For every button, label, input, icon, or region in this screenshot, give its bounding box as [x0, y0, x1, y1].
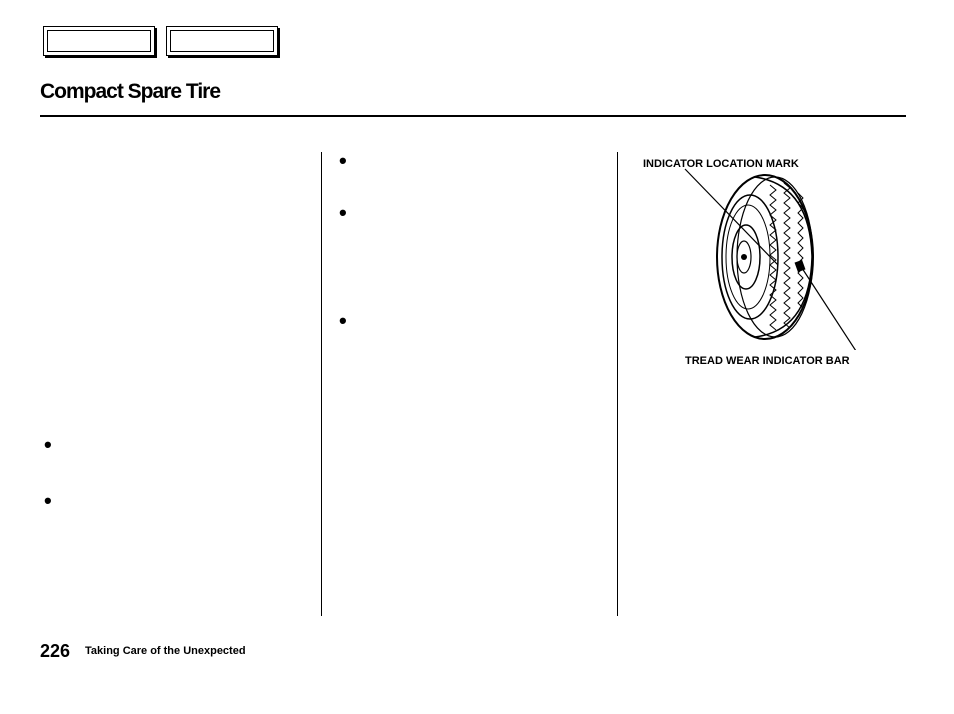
- nav-button-inner-frame: [170, 30, 274, 52]
- page-title: Compact Spare Tire: [40, 80, 221, 103]
- bullet-marker: •: [339, 308, 347, 333]
- bullet-marker: •: [44, 488, 52, 513]
- bullet-marker: •: [339, 148, 347, 173]
- column-divider-left: [321, 152, 322, 616]
- bullet-marker: •: [44, 432, 52, 457]
- spare-tire-illustration: [660, 165, 860, 350]
- page-number: 226: [40, 641, 71, 661]
- section-name: Taking Care of the Unexpected: [85, 645, 246, 657]
- nav-previous-button[interactable]: [43, 26, 155, 56]
- callout-line-bottom: [800, 265, 856, 350]
- title-divider: [40, 115, 906, 117]
- bullet-marker: •: [339, 200, 347, 225]
- figure-label-indicator-location-mark: INDICATOR LOCATION MARK: [643, 158, 799, 170]
- figure-label-tread-wear-indicator-bar: TREAD WEAR INDICATOR BAR: [685, 355, 850, 367]
- column-divider-right: [617, 152, 618, 616]
- nav-next-button[interactable]: [166, 26, 278, 56]
- nav-button-inner-frame: [47, 30, 151, 52]
